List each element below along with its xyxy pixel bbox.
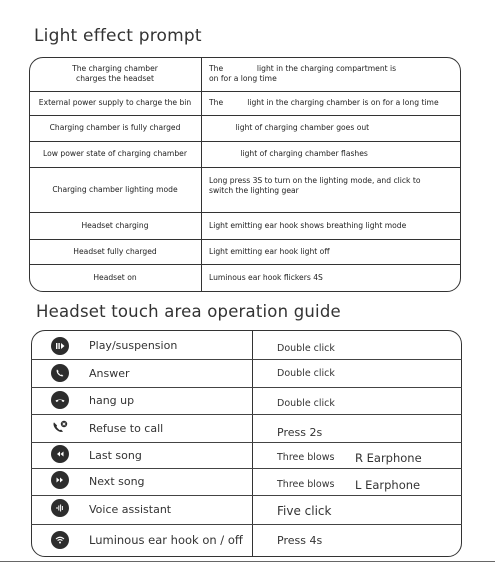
indicator-text: light of charging chamber goes out [209, 123, 370, 132]
table-row-condition [29, 91, 201, 115]
indicator-text: Light emitting ear hook light off [209, 246, 330, 256]
table-row-indicator [209, 264, 459, 292]
table-row-indicator [209, 141, 459, 167]
table-frame [31, 330, 462, 557]
table-row-condition [29, 239, 201, 264]
table-row-indicator [209, 91, 459, 115]
light-effect-title: Light effect prompt [34, 26, 202, 46]
table-row-condition [29, 141, 201, 167]
condition-text: Charging chamber lighting mode [52, 184, 178, 194]
phone-answer-icon [51, 364, 69, 382]
function-label: Luminous ear hook on / off [89, 533, 243, 547]
voice-assistant-icon [51, 499, 69, 517]
table-row-condition [29, 212, 201, 239]
function-label: Voice assistant [89, 503, 172, 516]
row-divider [31, 442, 462, 443]
indicator-text: The light in the charging compartment is on for a long time [209, 64, 397, 83]
operation-label: Three blows [277, 452, 335, 463]
function-label: hang up [89, 394, 135, 407]
table-row-indicator [209, 239, 459, 264]
earphone-side-label: R Earphone [355, 451, 422, 465]
row-divider [31, 414, 462, 415]
next-track-icon [51, 471, 69, 489]
column-divider [252, 330, 253, 557]
operation-label: Press 2s [277, 426, 323, 439]
row-divider [31, 359, 462, 360]
operation-label: Double click [277, 343, 335, 354]
play-pause-icon [51, 337, 69, 355]
previous-track-icon [51, 445, 69, 463]
condition-text: Low power state of charging chamber [43, 149, 187, 158]
table-row-condition [29, 57, 201, 91]
table-row-condition [29, 167, 201, 212]
function-label: Next song [89, 475, 145, 488]
table-row-condition [29, 115, 201, 141]
row-divider [31, 468, 462, 469]
function-label: Answer [89, 367, 130, 380]
light-wifi-icon [51, 531, 69, 549]
table-row-indicator [209, 57, 459, 91]
function-label: Last song [89, 449, 142, 462]
row-divider [31, 524, 462, 525]
indicator-text: Light emitting ear hook shows breathing light mode [209, 220, 407, 230]
table-row-condition [29, 264, 201, 292]
table-row-indicator [209, 167, 459, 205]
light-effect-table [29, 57, 461, 292]
indicator-text: The light in the charging chamber is on for a long time [209, 98, 439, 107]
condition-text: The charging chamber charges the headset [72, 64, 158, 83]
indicator-text: light of charging chamber flashes [209, 149, 368, 158]
earphone-side-label: L Earphone [355, 478, 421, 492]
operation-label: Double click [277, 398, 335, 409]
operation-label: Five click [277, 504, 332, 518]
operation-label: Double click [277, 368, 335, 379]
function-label: Refuse to call [89, 422, 164, 435]
condition-text: Headset charging [81, 220, 149, 230]
phone-reject-icon [51, 419, 69, 437]
indicator-text: Long press 3S to turn on the lighting mode, and click to switch the lighting gear [209, 176, 421, 195]
touch-guide-table [31, 330, 462, 557]
row-divider [31, 495, 462, 496]
page-bottom-rule [0, 561, 495, 562]
indicator-text: Luminous ear hook flickers 4S [209, 273, 323, 282]
table-row-indicator [209, 115, 459, 141]
condition-text: External power supply to charge the bin [38, 98, 192, 107]
operation-label: Three blows [277, 479, 335, 490]
touch-guide-title: Headset touch area operation guide [36, 302, 341, 321]
column-divider [201, 57, 202, 292]
table-row-indicator [209, 212, 459, 239]
condition-text: Headset on [93, 273, 137, 282]
row-divider [31, 387, 462, 388]
condition-text: Charging chamber is fully charged [49, 123, 181, 132]
function-label: Play/suspension [89, 339, 178, 352]
operation-label: Press 4s [277, 534, 323, 547]
phone-hangup-icon [51, 391, 69, 409]
condition-text: Headset fully charged [73, 246, 157, 256]
